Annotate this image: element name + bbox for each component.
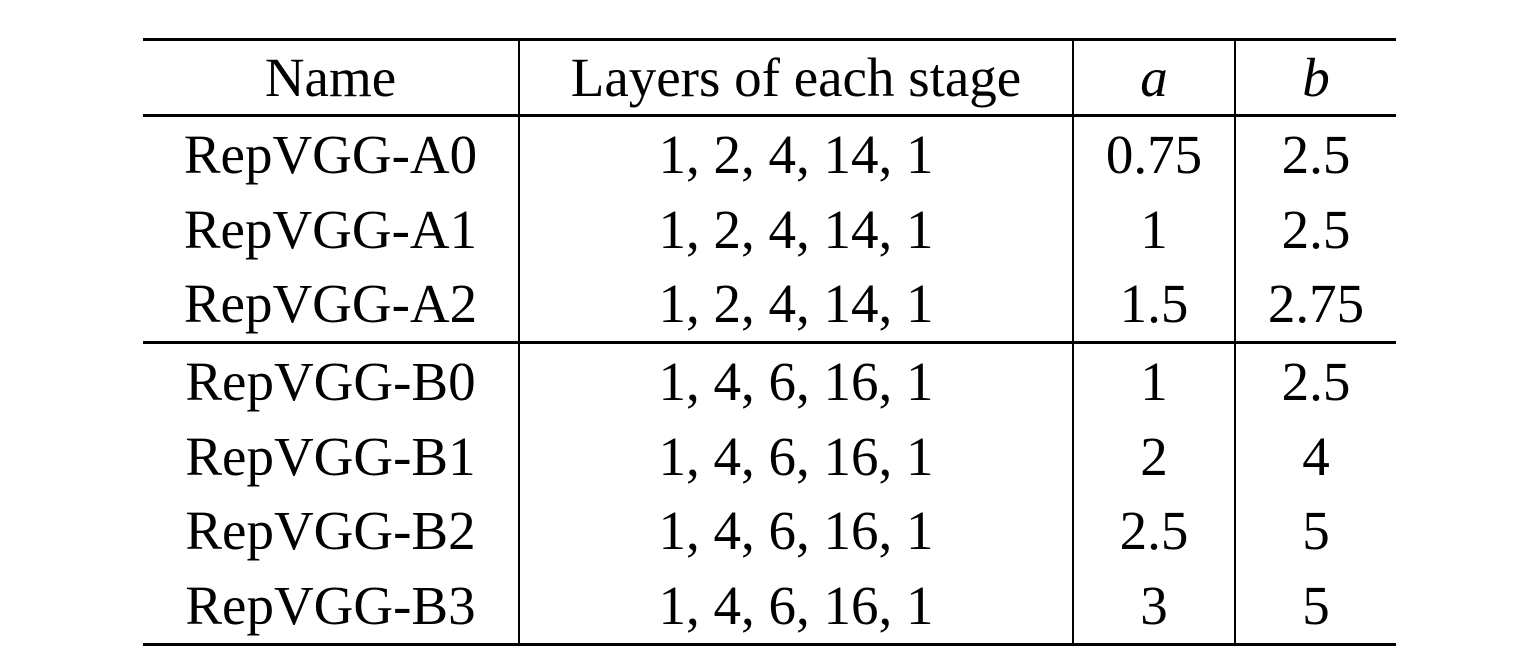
cell-b: 2.5 bbox=[1281, 351, 1351, 412]
architecture-table bbox=[143, 38, 1396, 646]
cell-layers: 1, 4, 6, 16, 1 bbox=[519, 343, 1073, 420]
cell-a: 0.75 bbox=[1073, 116, 1235, 193]
cell-a: 1 bbox=[1073, 192, 1235, 267]
cell-b: 5 bbox=[1302, 500, 1330, 562]
cell-name: RepVGG-B2 bbox=[143, 494, 519, 569]
cell-a: 1 bbox=[1073, 343, 1235, 420]
cell-layers: 1, 4, 6, 16, 1 bbox=[519, 494, 1073, 569]
cell-name: RepVGG-A0 bbox=[143, 116, 519, 193]
table-row bbox=[143, 494, 1396, 569]
cell-layers: 1, 4, 6, 16, 1 bbox=[519, 568, 1073, 644]
cell-layers: 1, 2, 4, 14, 1 bbox=[519, 267, 1073, 343]
cell-b: 2.75 bbox=[1235, 267, 1396, 343]
header-layers: Layers of each stage bbox=[519, 40, 1073, 116]
table-row bbox=[143, 192, 1396, 267]
cell-a: 1.5 bbox=[1073, 267, 1235, 343]
cell-name: RepVGG-A1 bbox=[143, 192, 519, 267]
table-group-b bbox=[143, 343, 1396, 645]
cell-a: 2 bbox=[1073, 419, 1235, 494]
cell-layers: 1, 2, 4, 14, 1 bbox=[519, 192, 1073, 267]
cell-b: 4 bbox=[1302, 425, 1330, 487]
header-name: Name bbox=[143, 40, 519, 116]
cell-name: RepVGG-B0 bbox=[143, 343, 519, 420]
header-a: a bbox=[1073, 40, 1235, 116]
header-b: b bbox=[1235, 40, 1396, 116]
cell-name: RepVGG-B1 bbox=[143, 419, 519, 494]
table-row bbox=[143, 116, 1396, 193]
cell-b: 2.5 bbox=[1281, 124, 1351, 185]
cell-name: RepVGG-A2 bbox=[143, 267, 519, 343]
cell-a: 2.5 bbox=[1073, 494, 1235, 569]
cell-layers: 1, 2, 4, 14, 1 bbox=[519, 116, 1073, 193]
table-header bbox=[143, 40, 1396, 116]
cell-b: 5 bbox=[1235, 568, 1396, 644]
header-row bbox=[143, 40, 1396, 116]
table-row bbox=[143, 343, 1396, 420]
table-row bbox=[143, 267, 1396, 343]
cell-b: 2.5 bbox=[1281, 198, 1351, 260]
cell-a: 3 bbox=[1073, 568, 1235, 644]
table-row bbox=[143, 419, 1396, 494]
cell-layers: 1, 4, 6, 16, 1 bbox=[519, 419, 1073, 494]
cell-name: RepVGG-B3 bbox=[143, 568, 519, 644]
table-group-a bbox=[143, 116, 1396, 343]
table-row bbox=[143, 568, 1396, 644]
